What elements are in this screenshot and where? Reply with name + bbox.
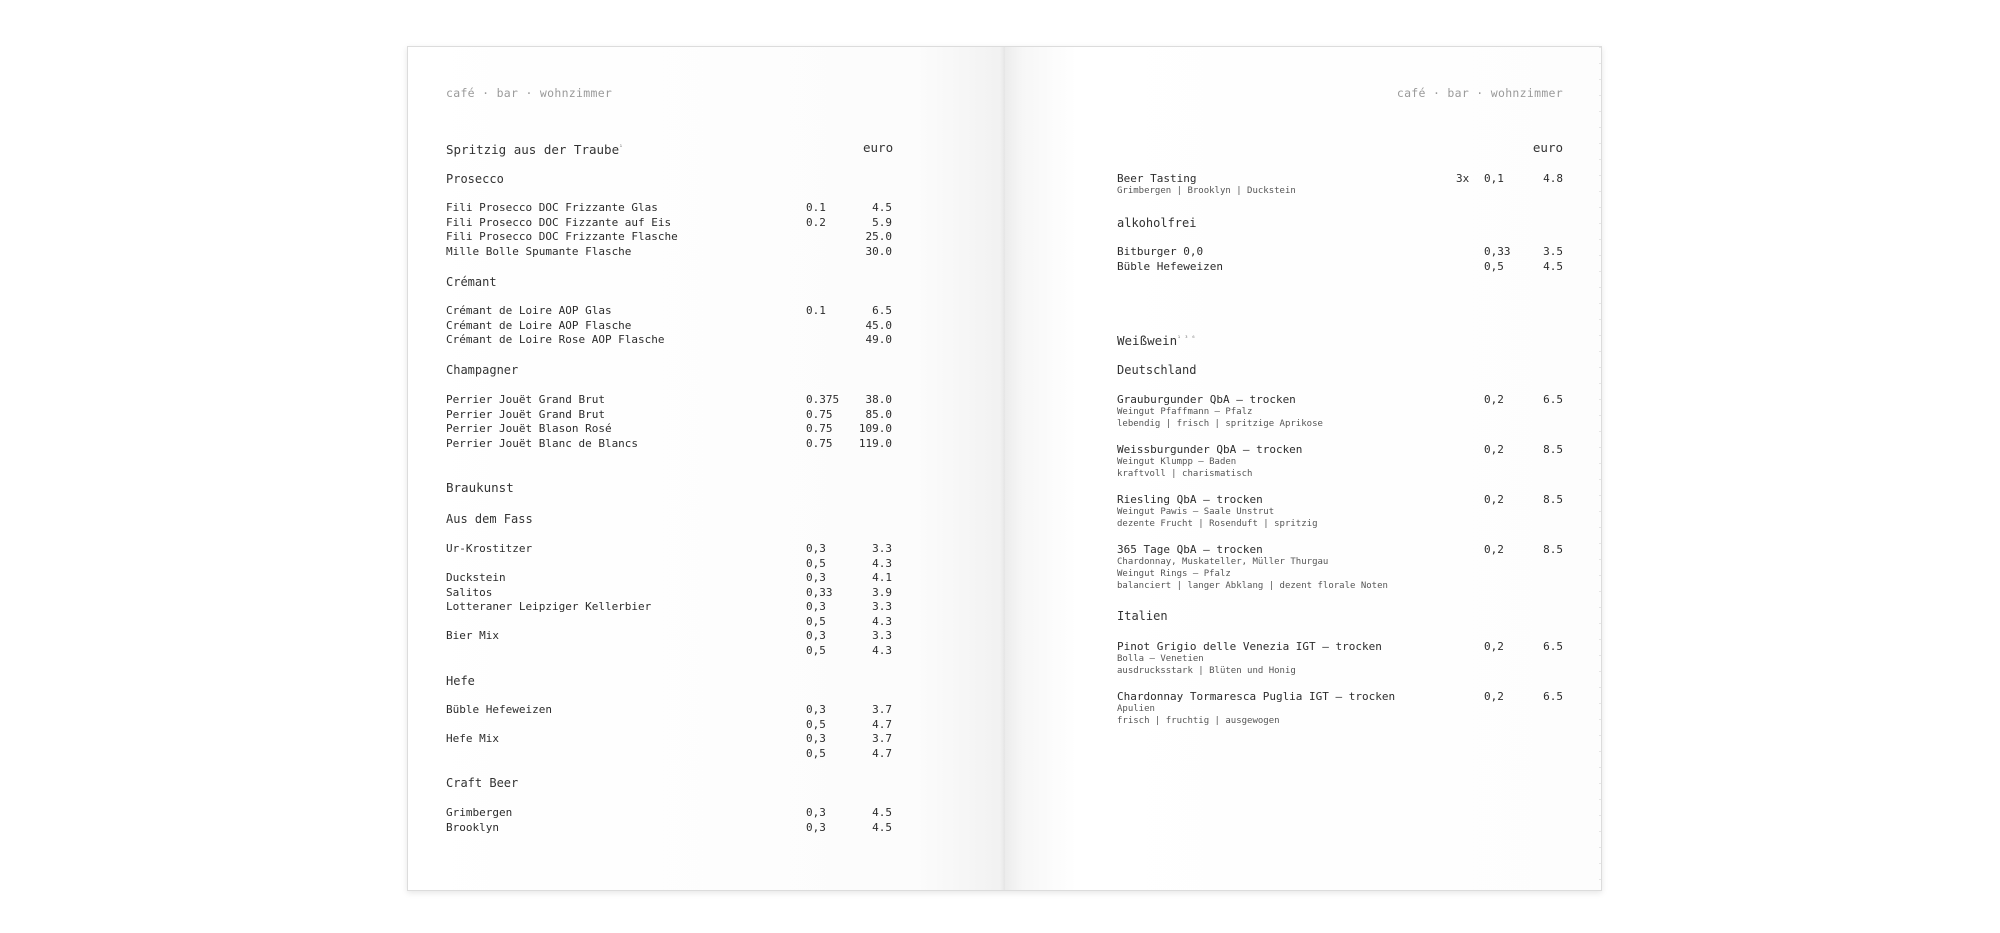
section-title-text: Spritzig aus der Traube [446,142,620,157]
item-name: Perrier Jouët Blanc de Blancs [446,436,639,450]
item-name: Perrier Jouët Blason Rosé [446,422,612,435]
item-size: 0,3 [806,600,826,613]
item-name: Bier Mix [446,629,499,642]
item-price: 109.0 [858,422,892,435]
item-size: 0,33 [1484,245,1511,258]
item-price: 4.3 [872,556,892,570]
item-size: 0.75 [806,436,833,450]
menu-spread [407,46,1602,891]
item-price: 8.5 [1543,543,1563,556]
wine-detail: ausdrucksstark | Blüten und Honig [1117,666,1296,676]
wine-detail: Weingut Pfaffmann – Pfalz [1117,407,1253,417]
item-price: 6.5 [1543,393,1563,406]
wine-detail: Chardonnay, Muskateller, Müller Thurgau [1117,557,1329,567]
item-price: 85.0 [865,407,892,421]
item-name: Perrier Jouët Grand Brut [446,407,605,421]
group-heading-cremant: Crémant [446,275,497,289]
section-title-weisswein [1117,332,1195,349]
item-price: 3.5 [1543,245,1563,258]
item-price: 49.0 [865,333,892,346]
item-price: 3.7 [872,703,892,716]
item-price: 6.5 [1543,690,1563,703]
item-size: 0.1 [806,304,826,317]
item-price: 4.5 [872,820,892,834]
item-price: 6.5 [872,304,892,317]
item-price: 38.0 [865,393,892,406]
left-page [408,47,1005,890]
item-name: Duckstein [446,571,506,584]
item-price: 45.0 [865,318,892,332]
item-size: 0,33 [806,585,833,599]
item-price: 3.3 [872,600,892,613]
item-size: 0,2 [1484,640,1504,653]
item-price: 4.1 [872,571,892,584]
item-size: 0,3 [806,571,826,584]
wine-detail: lebendig | frisch | spritzige Aprikose [1117,419,1323,429]
wine-name: Pinot Grigio delle Venezia IGT – trocken [1117,640,1382,653]
group-heading-craft-beer: Craft Beer [446,776,519,790]
item-name: Crémant de Loire AOP Flasche [446,318,632,332]
tasting-qty: 3x [1456,172,1470,185]
item-size: 0,5 [1484,259,1504,273]
item-size: 0,3 [806,542,826,555]
item-name: Büble Hefeweizen [446,703,552,716]
item-price: 3.9 [872,585,892,599]
item-price: 4.5 [872,806,892,819]
item-price: 3.7 [872,732,892,745]
country-heading-italien: Italien [1117,609,1168,623]
country-heading-deutschland: Deutschland [1117,363,1197,377]
wine-name: Weissburgunder QbA – trocken [1117,443,1303,456]
item-name: Ur-Krostitzer [446,542,533,555]
item-size: 0,3 [806,629,826,642]
wine-detail: Apulien [1117,704,1155,714]
item-size: 0,5 [806,614,826,628]
item-price: 4.3 [872,614,892,628]
wine-detail: Weingut Rings – Pfalz [1117,569,1231,579]
item-price: 25.0 [865,230,892,243]
group-heading-prosecco: Prosecco [446,172,504,186]
item-name: Fili Prosecco DOC Frizzante Glas [446,201,658,214]
item-price: 119.0 [858,436,892,450]
tasting-detail: Grimbergen | Brooklyn | Duckstein [1117,186,1296,196]
currency-label-left: euro [863,140,894,155]
wine-name: Riesling QbA – trocken [1117,493,1263,506]
item-size: 0.1 [806,201,826,214]
item-size: 0.2 [806,215,826,229]
item-name: Fili Prosecco DOC Frizzante Flasche [446,230,678,243]
wine-detail: Weingut Pawis – Saale Unstrut [1117,507,1275,517]
item-name: Crémant de Loire AOP Glas [446,304,612,317]
item-price: 3.3 [872,629,892,642]
item-price: 4.7 [872,717,892,731]
currency-label-right: euro [1532,140,1563,155]
item-size: 0,3 [806,806,826,819]
section-title-braukunst: Braukunst [446,480,514,495]
wine-detail: frisch | fruchtig | ausgewogen [1117,716,1280,726]
group-heading-champagner: Champagner [446,363,519,377]
item-size: 0,3 [806,703,826,716]
item-size: 0,2 [1484,493,1504,506]
page-edge [1599,47,1601,890]
item-price: 4.3 [872,643,892,657]
item-price: 8.5 [1543,493,1563,506]
item-name: Salitos [446,585,493,599]
wine-detail: kraftvoll | charismatisch [1117,469,1253,479]
item-name: Brooklyn [446,820,499,834]
item-size: 0,5 [806,643,826,657]
item-price: 4.8 [1543,172,1563,185]
item-price: 4.5 [1543,259,1563,273]
item-name: Bitburger 0,0 [1117,245,1204,258]
brand-header-left: café · bar · wohnzimmer [446,86,613,100]
item-price: 30.0 [865,244,892,258]
item-name: Crémant de Loire Rose AOP Flasche [446,333,665,346]
wine-detail: Weingut Klumpp – Baden [1117,457,1237,467]
item-name: Lotteraner Leipziger Kellerbier [446,600,652,613]
item-price: 4.7 [872,746,892,760]
item-name: Fili Prosecco DOC Fizzante auf Eis [446,215,672,229]
group-heading-hefe: Hefe [446,674,475,688]
wine-name: 365 Tage QbA – trocken [1117,543,1263,556]
item-size: 0,3 [806,732,826,745]
item-size: 0,1 [1484,172,1504,185]
wine-detail: Bolla – Venetien [1117,654,1204,664]
wine-name: Grauburgunder QbA – trocken [1117,393,1296,406]
wine-detail: dezente Frucht | Rosenduft | spritzig [1117,519,1318,529]
item-size: 0,2 [1484,393,1504,406]
item-size: 0,5 [806,746,826,760]
tasting-name: Beer Tasting [1117,172,1197,185]
brand-header-right: café · bar · wohnzimmer [1396,86,1563,100]
item-price: 3.3 [872,542,892,555]
item-price: 6.5 [1543,640,1563,653]
item-size: 0.75 [806,422,833,435]
item-name: Büble Hefeweizen [1117,259,1223,273]
section-title-text: Weißwein [1117,333,1178,348]
right-page [1005,47,1601,890]
item-size: 0,2 [1484,690,1504,703]
item-size: 0,5 [806,556,826,570]
item-price: 4.5 [872,201,892,214]
group-heading-fass: Aus dem Fass [446,512,533,526]
section-title-sparkling [446,141,623,158]
wine-name: Chardonnay Tormaresca Puglia IGT – trocken [1117,690,1396,703]
item-size: 0.75 [806,407,833,421]
item-name: Perrier Jouët Grand Brut [446,393,605,406]
item-size: 0.375 [806,393,840,406]
item-price: 5.9 [872,215,892,229]
item-size: 0,3 [806,820,826,834]
wine-detail: balanciert | langer Abklang | dezent florale Noten [1117,581,1388,591]
footnote-marker: ¹ [619,144,623,151]
item-size: 0,2 [1484,443,1504,456]
footnote-marker: ¹ ³ ⁶ [1177,335,1196,342]
item-name: Hefe Mix [446,732,499,745]
item-name: Grimbergen [446,806,513,819]
item-size: 0,5 [806,717,826,731]
item-price: 8.5 [1543,443,1563,456]
item-name: Mille Bolle Spumante Flasche [446,244,632,258]
group-heading-alkoholfrei: alkoholfrei [1117,216,1197,230]
item-size: 0,2 [1484,543,1504,556]
